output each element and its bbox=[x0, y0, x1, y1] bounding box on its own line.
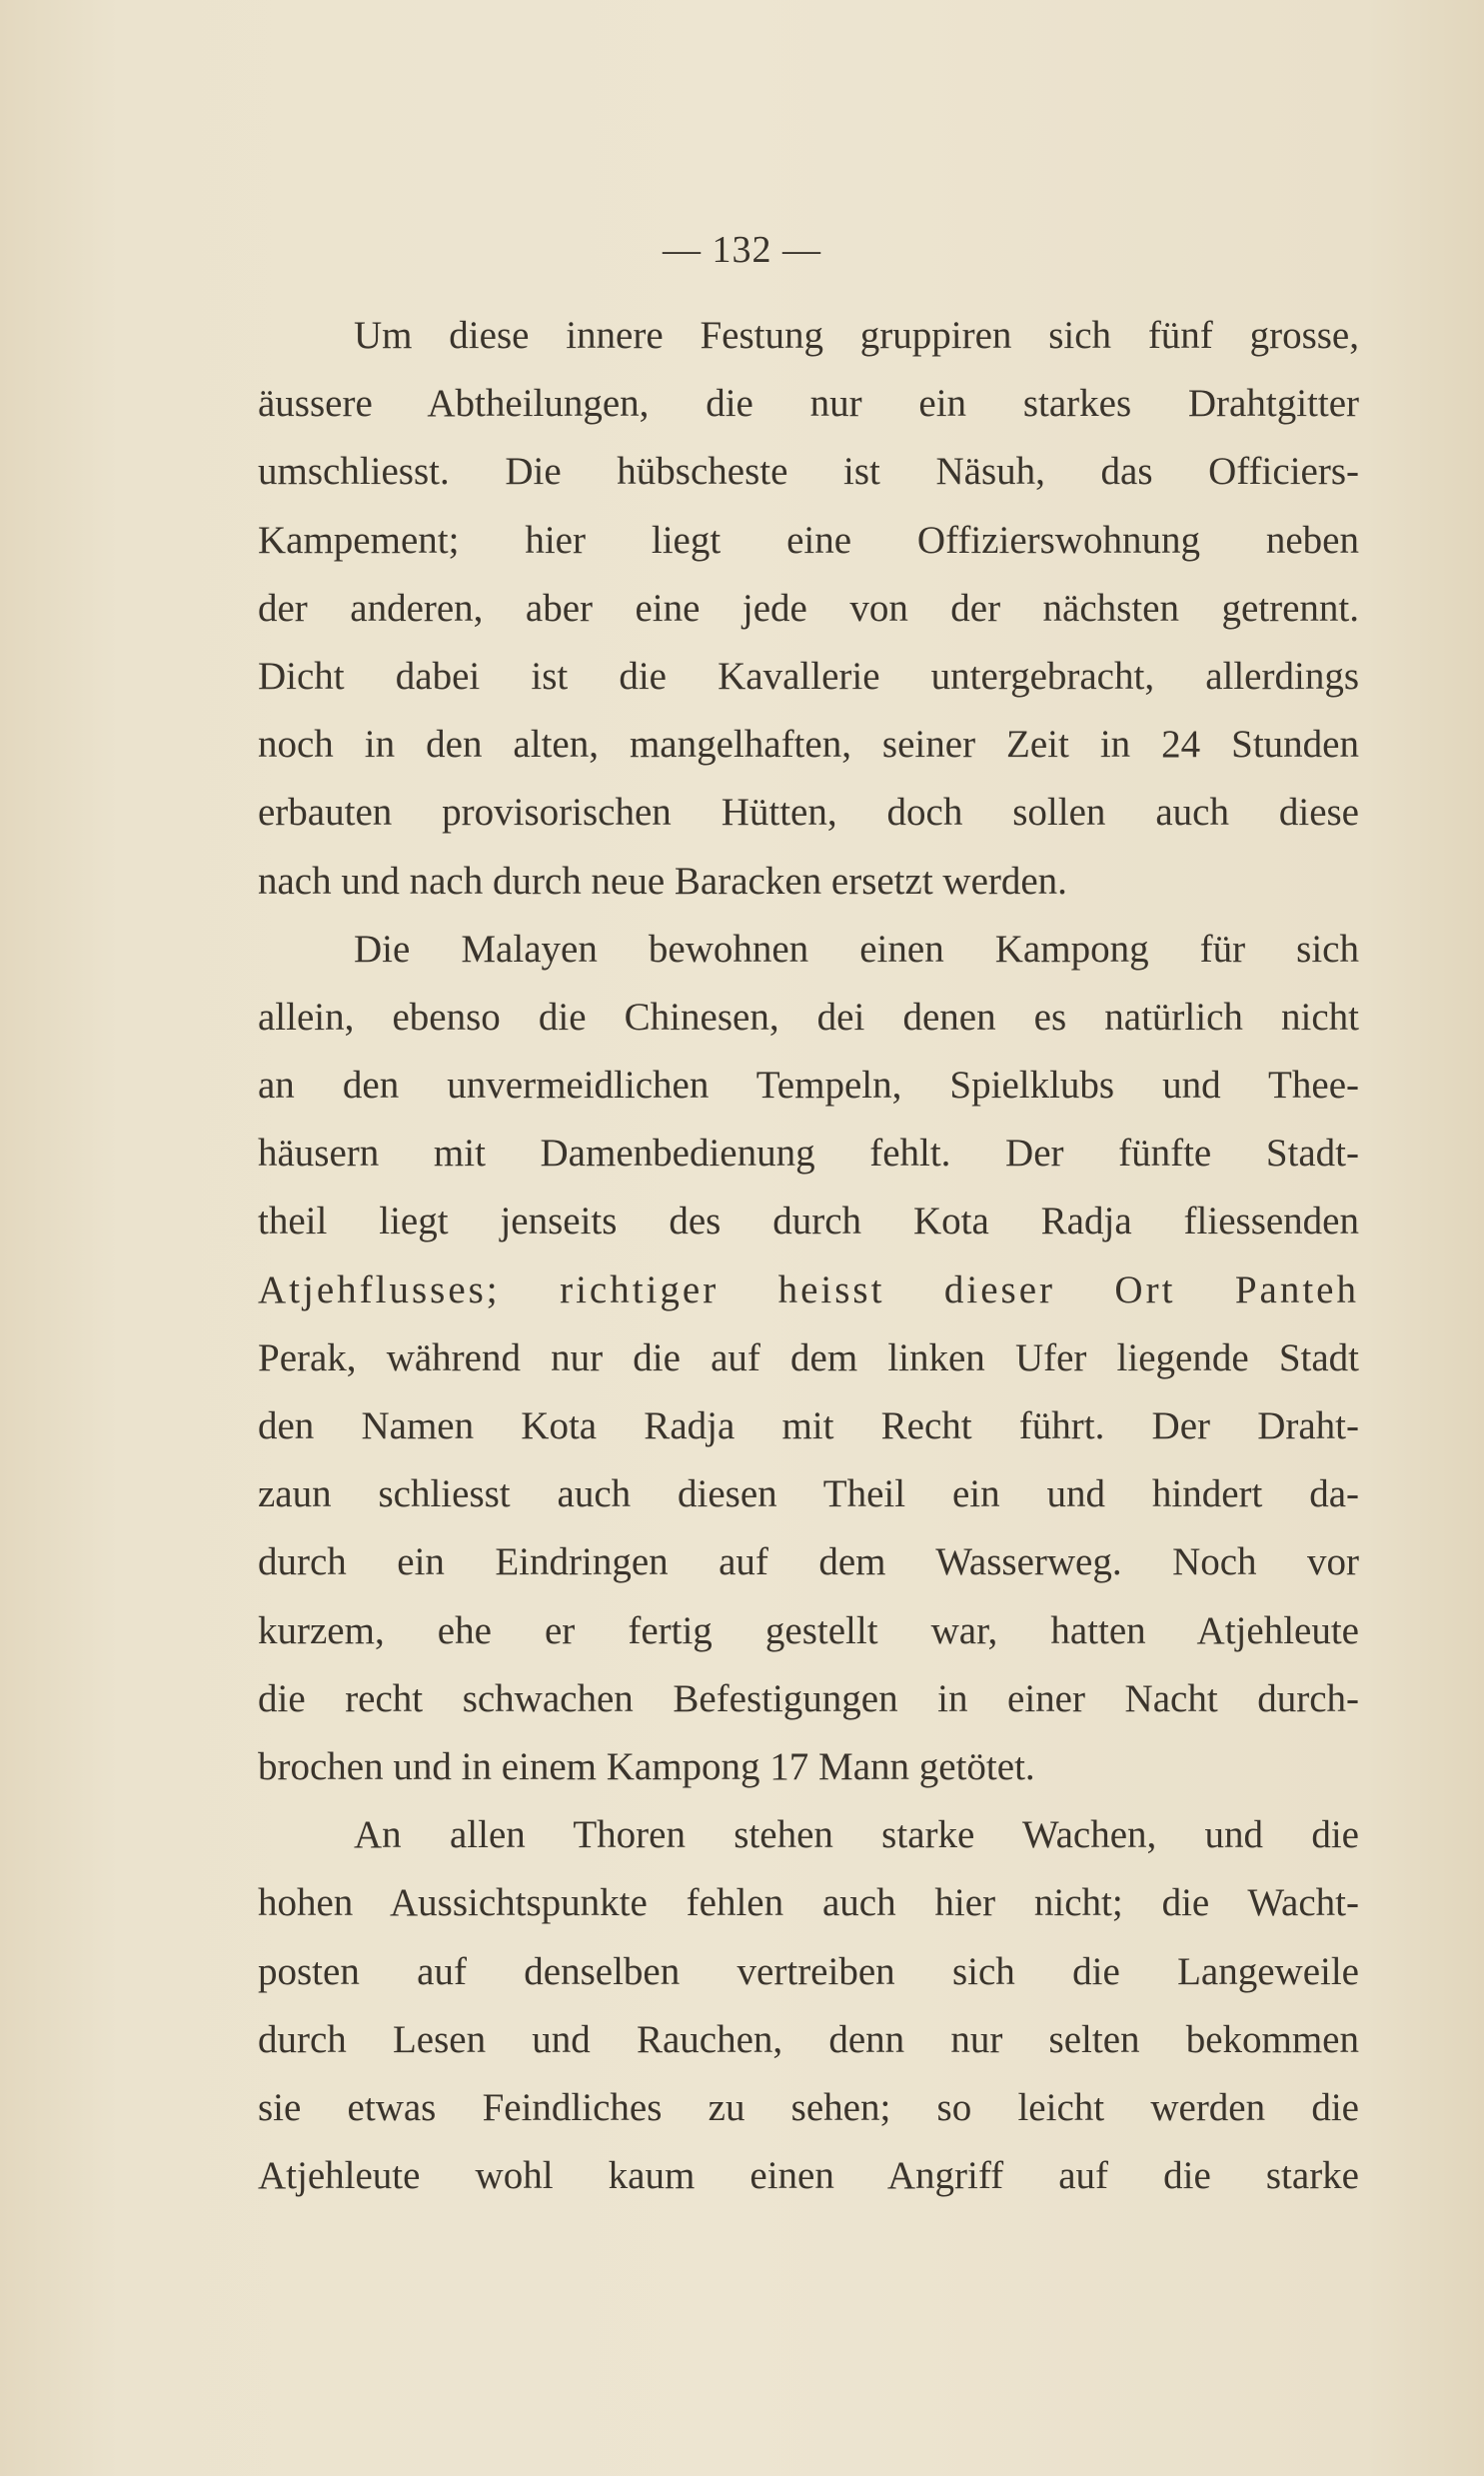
text-line: häusern mit Damenbedienung fehlt. Der fünfte Stadt- bbox=[258, 1132, 1359, 1176]
text-line: hohen Aussichtspunkte fehlen auch hier nicht; die Wacht- bbox=[258, 1881, 1359, 1925]
text-line: durch Lesen und Rauchen, denn nur selten bekommen bbox=[258, 2017, 1359, 2061]
text-line: Kampement; hier liegt eine Offizierswohnung neben bbox=[258, 518, 1359, 562]
text-line: noch in den alten, mangelhaften, seiner Zeit in 24 Stunden bbox=[258, 723, 1359, 767]
text-line: Atjehflusses; richtiger heisst dieser Ort Panteh bbox=[258, 1267, 1359, 1311]
text-line: die recht schwachen Befestigungen in einer Nacht durch- bbox=[258, 1676, 1359, 1720]
text-line: an den unvermeidlichen Tempeln, Spielklubs und Thee- bbox=[258, 1064, 1359, 1108]
text-line: der anderen, aber eine jede von der nächsten getrennt. bbox=[258, 586, 1359, 630]
text-line: Die Malayen bewohnen einen Kampong für sich bbox=[354, 927, 1359, 971]
text-line: Atjehleute wohl kaum einen Angriff auf die starke bbox=[258, 2154, 1359, 2198]
text-line: zaun schliesst auch diesen Theil ein und hindert da- bbox=[258, 1472, 1359, 1516]
text-line: theil liegt jenseits des durch Kota Radja fliessenden bbox=[258, 1200, 1359, 1243]
text-line: posten auf denselben vertreiben sich die Langeweile bbox=[258, 1949, 1359, 1993]
text-line: Um diese innere Festung gruppiren sich fünf grosse, bbox=[354, 314, 1359, 357]
text-line: äussere Abtheilungen, die nur ein starkes Drahtgitter bbox=[258, 382, 1359, 426]
text-line: Dicht dabei ist die Kavallerie untergebracht, allerdings bbox=[258, 654, 1359, 698]
text-line: den Namen Kota Radja mit Recht führt. Der Draht- bbox=[258, 1404, 1359, 1447]
text-line: sie etwas Feindliches zu sehen; so leicht werden die bbox=[258, 2085, 1359, 2129]
text-line: allein, ebenso die Chinesen, dei denen es natürlich nicht bbox=[258, 995, 1359, 1039]
text-line: kurzem, ehe er fertig gestellt war, hatten Atjehleute bbox=[258, 1608, 1359, 1652]
page-number: — 132 — bbox=[663, 229, 821, 271]
text-line: Perak, während nur die auf dem linken Ufer liegende Stadt bbox=[258, 1335, 1359, 1379]
text-line: brochen und in einem Kampong 17 Mann getötet. bbox=[258, 1744, 1035, 1788]
text-line: durch ein Eindringen auf dem Wasserweg. Noch vor bbox=[258, 1540, 1359, 1584]
text-line: erbauten provisorischen Hütten, doch sollen auch diese bbox=[258, 791, 1359, 835]
text-line: umschliesst. Die hübscheste ist Näsuh, das Officiers- bbox=[258, 450, 1359, 494]
text-line: nach und nach durch neue Baracken ersetzt werden. bbox=[258, 859, 1067, 903]
body-text bbox=[258, 302, 1359, 2210]
text-line: An allen Thoren stehen starke Wachen, und die bbox=[354, 1813, 1359, 1857]
